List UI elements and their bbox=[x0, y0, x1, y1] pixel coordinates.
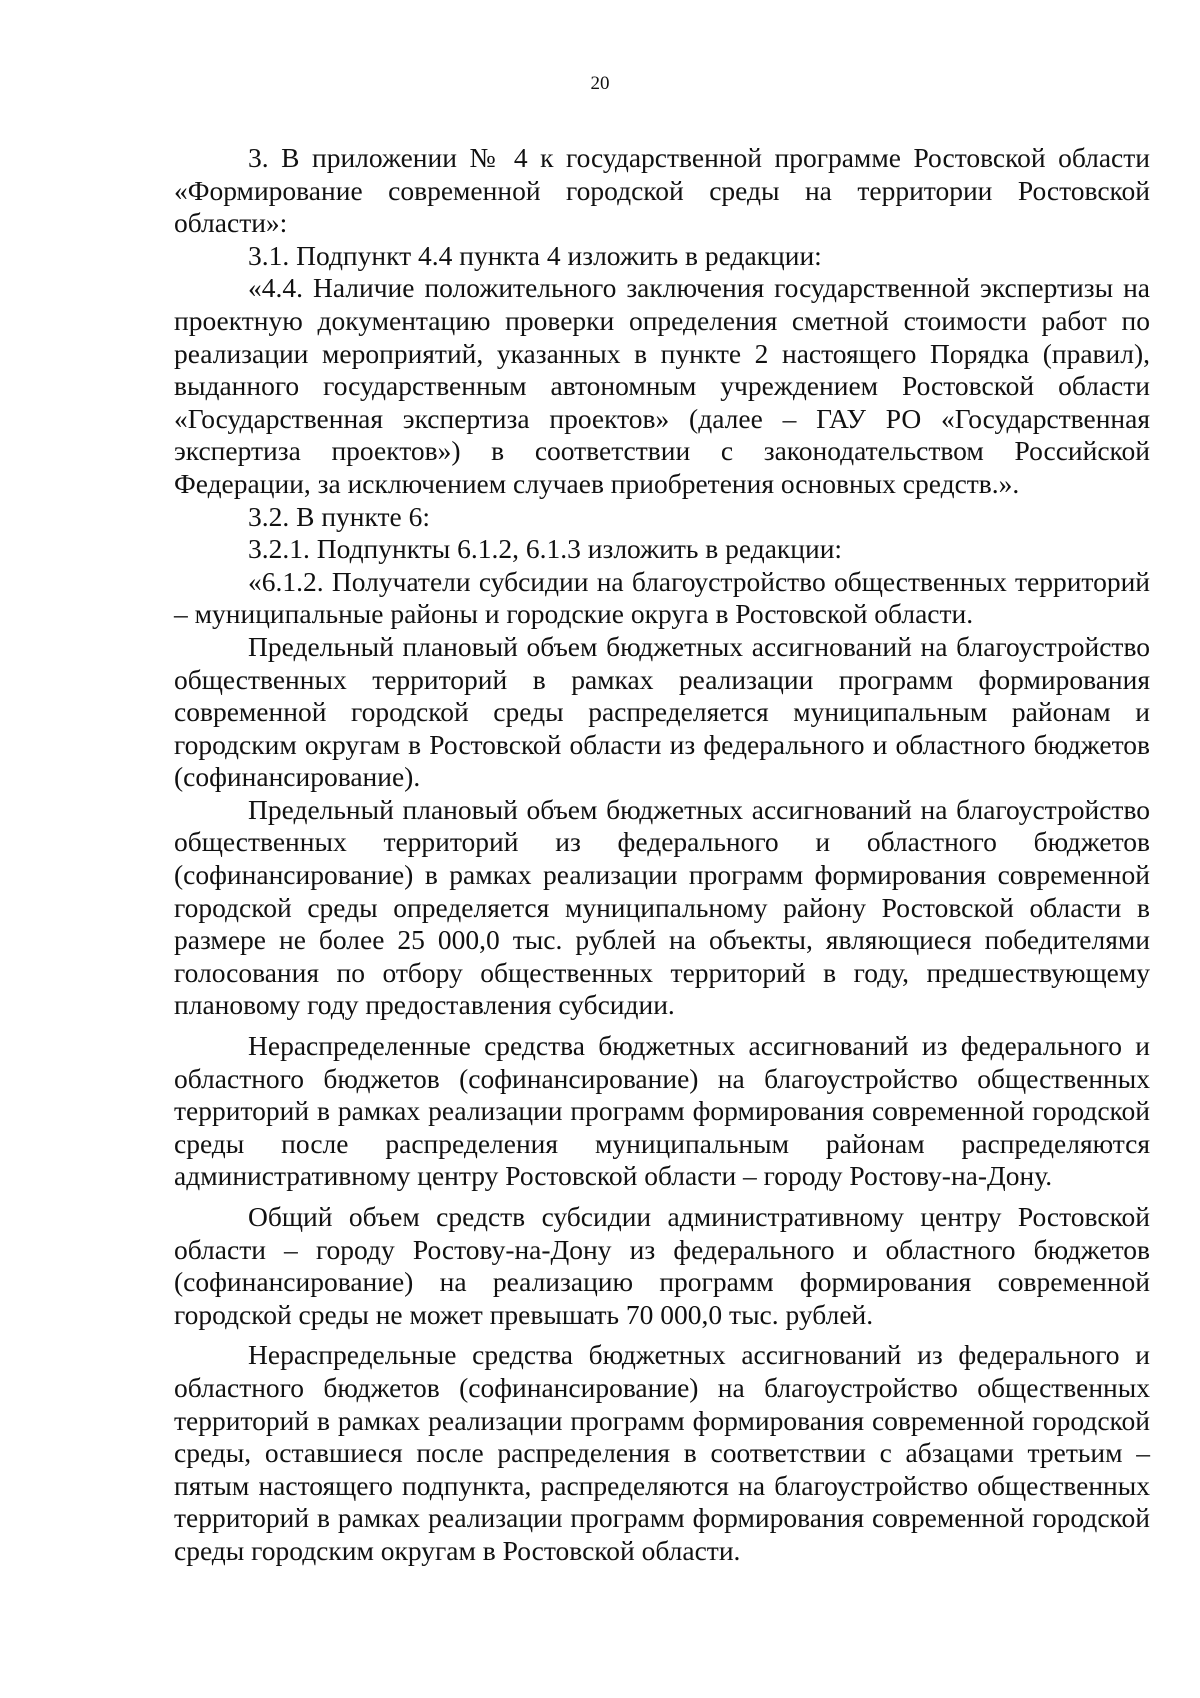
paragraph-6-1-2: «6.1.2. Получатели субсидии на благоустройство общественных территорий – муниципальные районы и городские округа в Ростовской области. bbox=[174, 565, 1150, 630]
page-number: 20 bbox=[590, 73, 610, 94]
paragraph-remaining-funds: Нераспредельные средства бюджетных ассигнований из федерального и областного бюджетов (софинансирование) на благоустройство общественных территорий в рамках реализации программ формирования современной городской среды, оставшиеся после распределения в соответствии с абзацами третьим – пятым настоящего подпункта, распределяются на благоустройство общественных территорий в рамках реализации программ формирования современной городской среды городским округам в Ростовской области. bbox=[174, 1339, 1150, 1566]
paragraph-limit-volume: Предельный плановый объем бюджетных ассигнований на благоустройство общественных территорий в рамках реализации программ формирования современной городской среды распределяется муниципальным районам и городским округам в Ростовской области из федерального и областного бюджетов (софинансирование). bbox=[174, 630, 1150, 793]
paragraph-4-4: «4.4. Наличие положительного заключения государственной экспертизы на проектную документацию проверки определения сметной стоимости работ по реализации мероприятий, указанных в пункте 2 настоящего Порядка (правил), выданного государственным автономным учреждением Ростовской области «Государственная экспертиза проектов» (далее – ГАУ РО «Государственная экспертиза проектов») в соответствии с законодательством Российской Федерации, за исключением случаев приобретения основных средств.». bbox=[174, 272, 1150, 499]
paragraph-limit-volume-district: Предельный плановый объем бюджетных ассигнований на благоустройство общественных территорий из федерального и областного бюджетов (софинансирование) в рамках реализации программ формирования современной городской среды определяется муниципальному району Ростовской области в размере не более 25 000,0 тыс. рублей на объекты, являющиеся победителями голосования по отбору общественных территорий в году, предшествующему плановому году предоставления субсидии. bbox=[174, 793, 1150, 1021]
paragraph-3-1: 3.1. Подпункт 4.4 пункта 4 изложить в редакции: bbox=[248, 239, 822, 271]
document-body bbox=[174, 142, 1150, 1568]
paragraph-3-2-1: 3.2.1. Подпункты 6.1.2, 6.1.3 изложить в редакции: bbox=[248, 533, 843, 565]
paragraph-total-subsidy: Общий объем средств субсидии административному центру Ростовской области – городу Ростову-на-Дону из федерального и областного бюджетов (софинансирование) на реализацию программ формирования современной городской среды не может превышать 70 000,0 тыс. рублей. bbox=[174, 1201, 1150, 1330]
paragraph-3-2: 3.2. В пункте 6: bbox=[248, 500, 431, 532]
paragraph-3: 3. В приложении № 4 к государственной программе Ростовской области «Формирование современной городской среды на территории Ростовской области»: bbox=[174, 142, 1150, 239]
paragraph-undistributed-funds: Нераспределенные средства бюджетных ассигнований из федерального и областного бюджетов (софинансирование) на благоустройство общественных территорий в рамках реализации программ формирования современной городской среды после распределения муниципальным районам распределяются административному центру Ростовской области – городу Ростову-на-Дону. bbox=[174, 1030, 1150, 1192]
